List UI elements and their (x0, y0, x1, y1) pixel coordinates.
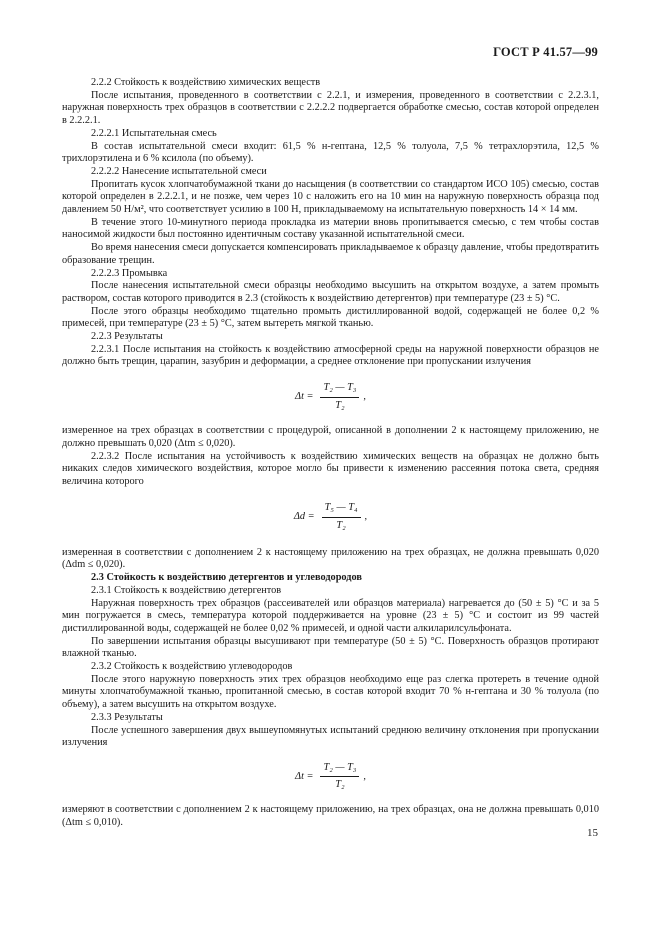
formula-delta-d (62, 489, 599, 547)
section-heading: 2.2.3 Результаты (91, 331, 163, 343)
paragraph: 2.2.3.1 После испытания на стойкость к воздействию атмосферной среды на наружной поверхности образцов не должно быть трещин, царапин, зазубрин и деформации, а среднее отклонение при пропускании излучения (62, 343, 599, 368)
section-heading: 2.3.3 Результаты (91, 711, 163, 723)
paragraph: По завершении испытания образцы высушивают при температуре (50 ± 5) °С. Поверхность образцов протирают влажной тканью. (62, 635, 599, 660)
paragraph: В течение этого 10-минутного периода прокладка из материи вновь пропитывается смесью, с тем чтобы состав наносимой жидкости был постоянно идентичным составу указанной испытательной смеси. (62, 216, 599, 241)
paragraph: Во время нанесения смеси допускается компенсировать прикладываемое к образцу давление, чтобы предотвратить образование трещин. (62, 242, 599, 266)
section-heading-bold: 2.3 Стойкость к воздействию детергентов и углеводородов (91, 572, 362, 584)
paragraph: Наружная поверхность трех образцов (рассеивателей или образцов материала) нагревается до (50 ± 5) °С и за 5 мин погружается в смесь, температура которой поддерживается на уровне (23 ± 5) °С и состоит из 99 частей дистиллированной воды, содержащей не более 0,02 % примесей, и одной части алкиларилсульфоната. (62, 597, 599, 634)
paragraph: После нанесения испытательной смеси образцы необходимо высушить на открытом воздухе, а затем промыть раствором, состав которого приводится в 2.3 (стойкость к воздействию детергентов) при температуре (23 ± 5) °С. (62, 280, 599, 304)
formula-delta-t-2 (62, 750, 599, 804)
formula-tail: , (364, 511, 368, 523)
formula-delta-t (62, 369, 599, 425)
section-heading: 2.2.2.2 Нанесение испытательной смеси (91, 165, 267, 177)
formula-lhs: Δd = (293, 511, 315, 523)
paragraph: После успешного завершения двух вышеупомянутых испытаний среднюю величину отклонения при пропускании излучения (62, 724, 599, 749)
formula-fraction (320, 382, 359, 412)
section-heading: 2.3.1 Стойкость к воздействию детергентов (91, 584, 282, 596)
formula-lhs: Δt = (295, 390, 314, 402)
paragraph: После испытания, проведенного в соответствии с 2.2.1, и измерения, проведенного в соответствии с 2.2.3.1, наружная поверхность трех образцов в соответствии с 2.2.2.2 подвергается обработке смесью, состав которой определен в 2.2.2.1. (62, 89, 599, 127)
section-heading: 2.3.2 Стойкость к воздействию углеводородов (91, 661, 293, 673)
document-body (62, 77, 599, 829)
formula-denominator: T₂ (335, 399, 345, 411)
page-header: ГОСТ Р 41.57—99 (493, 45, 598, 59)
formula-numerator: T₂ — T₃ (320, 762, 359, 778)
paragraph: измеряют в соответствии с дополнением 2 к настоящему приложению, на трех образцах, она не должна превышать 0,010 (Δtm ≤ 0,010). (62, 803, 599, 828)
paragraph: Пропитать кусок хлопчатобумажной ткани до насыщения (в соответствии со стандартом ИСО 105) смесью, состав которой определен в 2.2.2.1, и не позже, чем через 10 с наложить его на 10 мин на наружную поверхность образца под давлением 50 Н/м², что соответствует усилию в 100 Н, прикладываемому на испытательную поверхность 14 × 14 мм. (62, 178, 599, 216)
section-heading: 2.2.2 Стойкость к воздействию химических веществ (91, 77, 321, 88)
paragraph: После этого наружную поверхность этих трех образцов необходимо еще раз слегка протереть в течение одной минуты хлопчатобумажной тканью, пропитанной смесью, в состав которой входит 70 % н-гептана и 30 % толуола (по объему), а затем высушить на открытом воздухе. (62, 673, 599, 711)
paragraph: После этого образцы необходимо тщательно промыть дистиллированной водой, содержащей не более 0,2 % примесей, при температуре (23 ± 5) °С, затем вытереть мягкой тканью. (62, 305, 599, 330)
section-heading: 2.2.2.1 Испытательная смесь (91, 127, 217, 139)
formula-numerator: T₂ — T₃ (320, 382, 359, 398)
paragraph: 2.2.3.2 После испытания на устойчивость к воздействию химических веществ на образцах не должно быть никаких следов химического воздействия, которое могло бы привести к изменению рассеяния потока света, средняя величина которого (62, 450, 599, 487)
paragraph: измеренное на трех образцах в соответствии с процедурой, описанной в дополнении 2 к настоящему приложению, не должно превышать 0,020 (Δtm ≤ 0,020). (62, 425, 599, 449)
page-number: 15 (587, 827, 598, 839)
paragraph: В состав испытательной смеси входит: 61,5 % н-гептана, 12,5 % толуола, 7,5 % тетрахлорэтила, 12,5 % трихлорэтилена и 6 % ксилола (по объему). (62, 140, 599, 165)
formula-fraction (320, 762, 359, 792)
section-heading: 2.2.2.3 Промывка (91, 267, 168, 279)
formula-lhs: Δt = (295, 770, 314, 782)
paragraph: измеренная в соответствии с дополнением 2 к настоящему приложению на трех образцах, не должна превышать 0,020 (Δdm ≤ 0,020). (62, 546, 599, 571)
formula-fraction (322, 502, 361, 532)
formula-numerator: T₅ — T₄ (322, 502, 361, 518)
formula-denominator: T₂ (336, 520, 346, 532)
formula-tail: , (363, 770, 366, 782)
formula-denominator: T₂ (335, 779, 345, 791)
formula-tail: , (363, 390, 366, 402)
